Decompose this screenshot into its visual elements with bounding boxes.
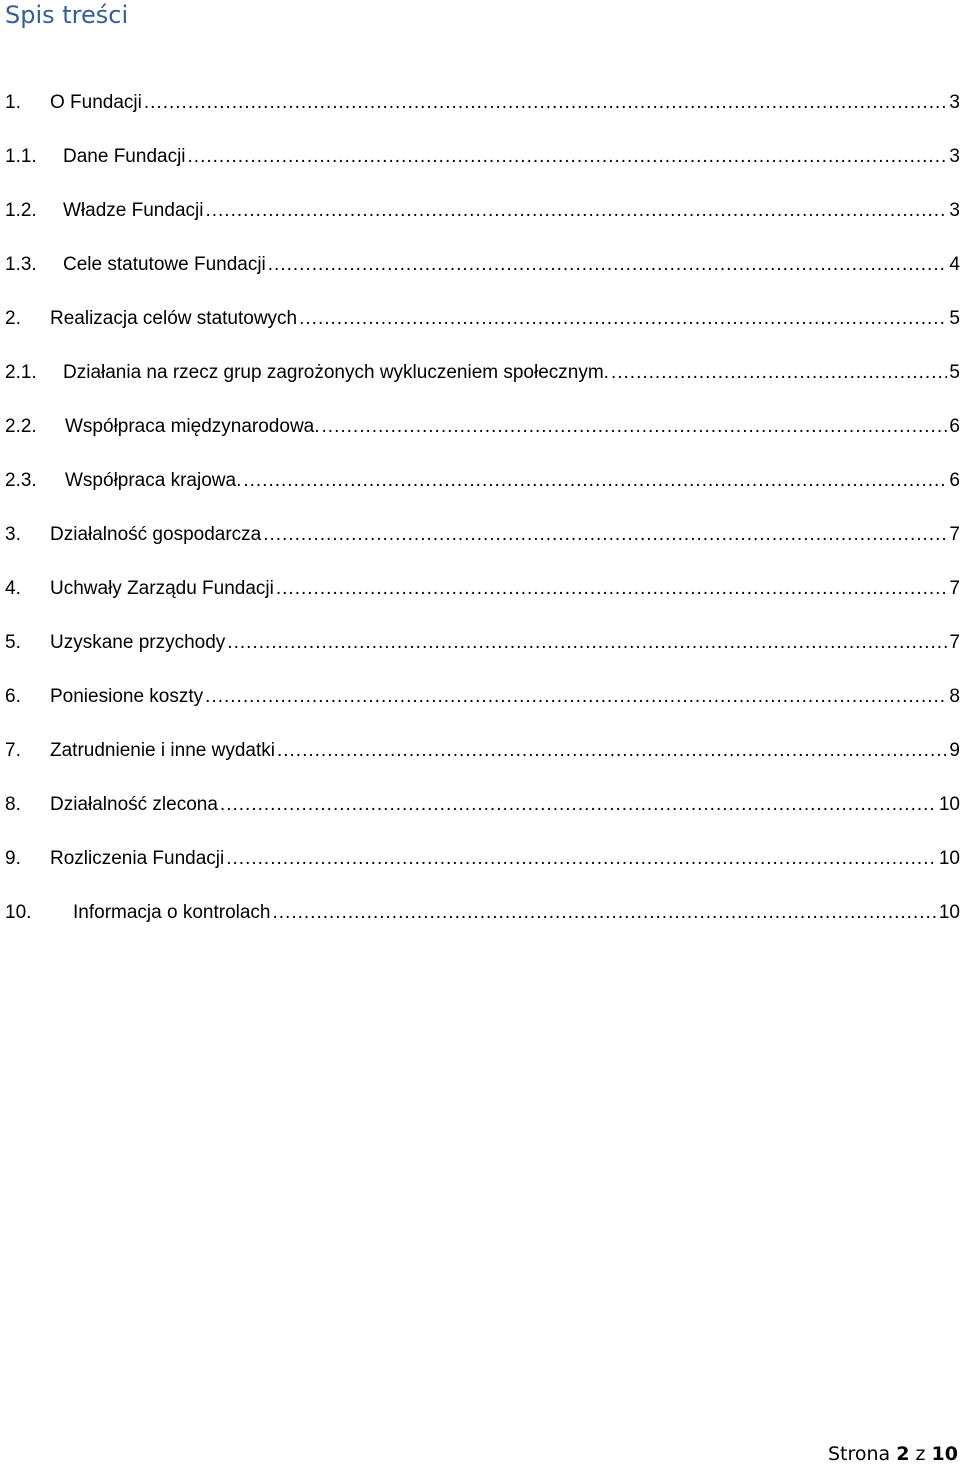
toc-dot-leader: [268, 250, 948, 280]
toc-dot-leader: [243, 466, 947, 496]
page-number-footer: [828, 1442, 958, 1466]
toc-entry[interactable]: [5, 466, 960, 520]
toc-entry-title: Dane Fundacji: [63, 146, 186, 167]
toc-entry-number: 1.3.: [5, 254, 37, 275]
toc-entry[interactable]: [5, 682, 960, 736]
toc-dot-leader: [144, 88, 948, 118]
toc-entry[interactable]: [5, 520, 960, 574]
toc-entry[interactable]: [5, 142, 960, 196]
toc-dot-leader: [611, 358, 947, 388]
toc-entry-number: 1.: [5, 92, 21, 113]
toc-entry-page: 3: [949, 200, 960, 221]
toc-entry[interactable]: [5, 628, 960, 682]
toc-entry-number: 10.: [5, 902, 32, 923]
toc-entry[interactable]: [5, 574, 960, 628]
toc-entry-page: 7: [949, 524, 960, 545]
toc-entry-page: 7: [949, 578, 960, 599]
toc-dot-leader: [299, 304, 947, 334]
toc-entry-page: 10: [938, 794, 960, 815]
toc-dot-leader: [205, 196, 947, 226]
toc-entry-title: Władze Fundacji: [63, 200, 204, 221]
footer-separator: z: [915, 1443, 926, 1465]
toc-entry-page: 10: [938, 902, 960, 923]
toc-entry-title: Realizacja celów statutowych: [50, 308, 298, 329]
toc-entry-page: 7: [949, 632, 960, 653]
toc-entry-page: 6: [949, 470, 960, 491]
toc-entry-title: Uzyskane przychody: [50, 632, 226, 653]
toc-entry-title: Uchwały Zarządu Fundacji: [50, 578, 274, 599]
toc-entry-number: 4.: [5, 578, 21, 599]
toc-entry-title: Współpraca międzynarodowa.: [65, 416, 320, 437]
toc-dot-leader: [322, 412, 948, 442]
toc-entry-page: 6: [949, 416, 960, 437]
toc-entry-number: 9.: [5, 848, 21, 869]
table-of-contents: [5, 88, 960, 952]
toc-entry-title: Poniesione koszty: [50, 686, 204, 707]
toc-entry-number: 2.2.: [5, 416, 37, 437]
toc-entry-title: Współpraca krajowa.: [65, 470, 242, 491]
toc-dot-leader: [276, 574, 948, 604]
toc-entry-number: 5.: [5, 632, 21, 653]
toc-entry-page: 5: [949, 362, 960, 383]
toc-entry-number: 1.1.: [5, 146, 37, 167]
toc-entry[interactable]: [5, 790, 960, 844]
toc-entry-number: 6.: [5, 686, 21, 707]
toc-entry[interactable]: [5, 304, 960, 358]
toc-entry[interactable]: [5, 736, 960, 790]
toc-entry-number: 7.: [5, 740, 21, 761]
toc-dot-leader: [226, 844, 937, 874]
toc-entry-page: 8: [949, 686, 960, 707]
toc-entry-page: 3: [949, 92, 960, 113]
toc-entry[interactable]: [5, 358, 960, 412]
toc-entry[interactable]: [5, 844, 960, 898]
toc-dot-leader: [273, 898, 937, 928]
toc-entry-title: Działalność gospodarcza: [50, 524, 262, 545]
toc-entry-title: Informacja o kontrolach: [73, 902, 271, 923]
toc-entry-title: Działania na rzecz grup zagrożonych wykluczeniem społecznym.: [63, 362, 609, 383]
footer-current-page: 2: [896, 1443, 910, 1465]
toc-entry[interactable]: [5, 196, 960, 250]
toc-entry[interactable]: [5, 88, 960, 142]
page-title: Spis treści: [5, 1, 129, 29]
toc-entry-title: Cele statutowe Fundacji: [63, 254, 266, 275]
toc-dot-leader: [227, 628, 947, 658]
footer-prefix: Strona: [827, 1443, 891, 1465]
toc-dot-leader: [205, 682, 947, 712]
toc-dot-leader: [277, 736, 947, 766]
toc-entry-page: 9: [949, 740, 960, 761]
toc-entry-number: 2.: [5, 308, 21, 329]
toc-entry-number: 2.3.: [5, 470, 37, 491]
toc-entry-number: 8.: [5, 794, 21, 815]
toc-entry-number: 1.2.: [5, 200, 37, 221]
toc-entry-page: 5: [949, 308, 960, 329]
toc-entry[interactable]: [5, 898, 960, 952]
toc-entry-page: 3: [949, 146, 960, 167]
toc-entry-number: 2.1.: [5, 362, 37, 383]
toc-dot-leader: [263, 520, 947, 550]
toc-entry-page: 10: [938, 848, 960, 869]
footer-total-pages: 10: [931, 1443, 958, 1465]
toc-entry-title: Rozliczenia Fundacji: [50, 848, 225, 869]
toc-entry-number: 3.: [5, 524, 21, 545]
toc-dot-leader: [220, 790, 937, 820]
toc-entry[interactable]: [5, 250, 960, 304]
toc-entry-title: Działalność zlecona: [50, 794, 218, 815]
toc-entry-title: Zatrudnienie i inne wydatki: [50, 740, 275, 761]
toc-dot-leader: [188, 142, 948, 172]
toc-entry-page: 4: [949, 254, 960, 275]
toc-entry[interactable]: [5, 412, 960, 466]
toc-entry-title: O Fundacji: [50, 92, 142, 113]
